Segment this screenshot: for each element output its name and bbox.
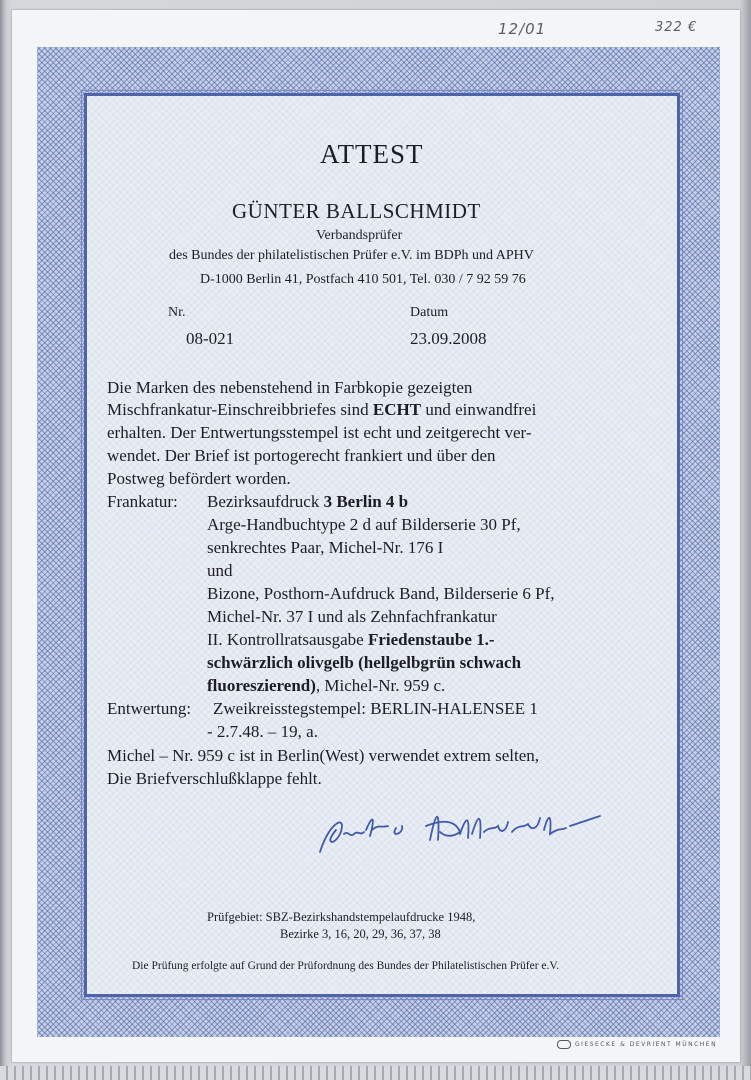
handwritten-signature [300, 800, 620, 860]
printer-logo-icon [557, 1040, 571, 1049]
frankatur-line-8: schwärzlich olivgelb (hellgelbgrün schwach [207, 653, 522, 672]
association-line: des Bundes der philatelistischen Prüfer e.V. im BDPh und APHV [169, 248, 534, 263]
pruefgebiet-line-2: Bezirke 3, 16, 20, 29, 36, 37, 38 [280, 927, 441, 941]
note-line-2: Die Briefverschlußklappe fehlt. [107, 769, 322, 788]
frankatur-line-6: Michel-Nr. 37 I und als Zehnfachfrankatur [207, 607, 497, 626]
printer-mark: GIESECKE & DEVRIENT MÜNCHEN [557, 1040, 717, 1049]
entwertung-line-1: Zweikreisstegstempel: BERLIN-HALENSEE 1 [213, 699, 538, 718]
pencil-note-left: 12/01 [498, 20, 547, 38]
frankatur-line-3: senkrechtes Paar, Michel-Nr. 176 I [207, 538, 444, 557]
frankatur-line-9: fluoreszierend), Michel-Nr. 959 c. [207, 676, 446, 695]
frankatur-line-7: II. Kontrollratsausgabe Friedenstaube 1.- [207, 630, 495, 649]
examiner-role: Verbandsprüfer [316, 228, 403, 243]
frankatur-line-2: Arge-Handbuchtype 2 d auf Bilderserie 30 Pf, [207, 515, 521, 534]
echt-mark: ECHT [372, 400, 422, 419]
entwertung-label: Entwertung: [107, 699, 192, 718]
frankatur-line-4: und [207, 561, 233, 580]
intro-line-3: erhalten. Der Entwertungsstempel ist echt und zeitgerecht ver- [107, 423, 532, 442]
address-line: D-1000 Berlin 41, Postfach 410 501, Tel. 030 / 7 92 59 76 [200, 272, 526, 287]
frankatur-line-1: Bezirksaufdruck 3 Berlin 4 b [207, 492, 409, 511]
datum-label: Datum [410, 305, 449, 320]
entwertung-line-2: - 2.7.48. – 19, a. [207, 722, 318, 741]
intro-line-1: Die Marken des nebenstehend in Farbkopie gezeigten [107, 378, 473, 397]
intro-line-2: Mischfrankatur-Einschreibbriefes sind ECHT und einwandfrei [107, 400, 537, 419]
intro-line-5: Postweg befördert worden. [107, 469, 291, 488]
certificate-date: 23.09.2008 [410, 329, 487, 348]
pruefgebiet-line-1: Prüfgebiet: SBZ-Bezirkshandstempelaufdrucke 1948, [207, 910, 476, 924]
examiner-name: GÜNTER BALLSCHMIDT [232, 199, 481, 223]
sleeve-edge [0, 1066, 751, 1080]
frankatur-line-5: Bizone, Posthorn-Aufdruck Band, Bilderserie 6 Pf, [207, 584, 555, 603]
rule-note: Die Prüfung erfolgte auf Grund der Prüfordnung des Bundes der Philatelistischen Prüfer e.V. [132, 960, 560, 972]
pencil-note-right: 322 € [655, 20, 698, 35]
certificate-title: ATTEST [320, 139, 424, 169]
nr-label: Nr. [168, 305, 186, 320]
intro-line-4: wendet. Der Brief ist portogerecht frankiert und über den [107, 446, 496, 465]
note-line-1: Michel – Nr. 959 c ist in Berlin(West) verwendet extrem selten, [107, 746, 540, 765]
certificate-number: 08-021 [186, 329, 235, 348]
frankatur-label: Frankatur: [107, 492, 178, 511]
